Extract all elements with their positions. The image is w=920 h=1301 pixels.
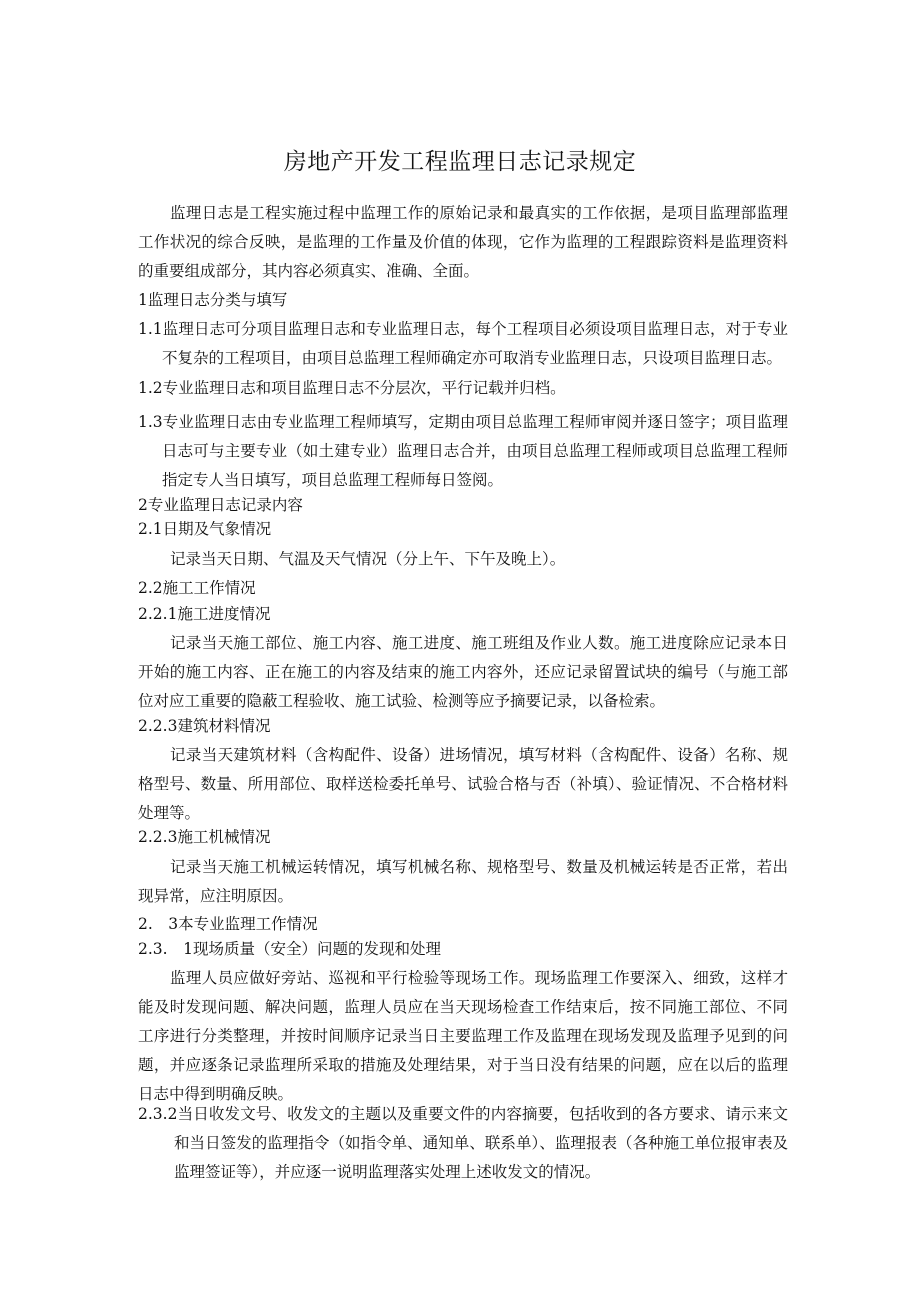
section-2-3-2-text: 2.3.2当日收发文号、收发文的主题以及重要文件的内容摘要，包括收到的各方要求、请示来文和当日签发的监理指令（如指令单、通知单、联系单）、监理报表（各种施工单位报审表及监理签证等），并应逐一说明监理落实处理上述收发文的情况。 (138, 1105, 788, 1181)
section-2-2-heading: 2.2施工工作情况 (138, 579, 256, 597)
section-2-1-heading: 2.1日期及气象情况 (138, 520, 272, 538)
section-2-heading: 2专业监理日志记录内容 (138, 496, 303, 514)
section-2-2-3-machinery-text: 记录当天施工机械运转情况，填写机械名称、规格型号、数量及机械运转是否正常，若出现异常，应注明原因。 (138, 858, 788, 905)
section-2-2-3-materials-heading: 2.2.3建筑材料情况 (138, 717, 271, 735)
section-1-heading: 1监理日志分类与填写 (138, 291, 288, 309)
item-1-3: 1.3专业监理日志由专业监理工程师填写，定期由项目总监理工程师审阅并逐日签字；项目监理日志可与主要专业（如土建专业）监理日志合并，由项目总监理工程师或项目总监理工程师指定专人当日填写，项目总监理工程师每日签阅。 (138, 413, 788, 489)
intro-paragraph: 监理日志是工程实施过程中监理工作的原始记录和最真实的工作依据，是项目监理部监理工作状况的综合反映，是监理的工作量及价值的体现，它作为监理的工程跟踪资料是监理资料的重要组成部分，其内容必须真实、准确、全面。 (138, 204, 788, 280)
item-1-1: 1.1监理日志可分项目监理日志和专业监理日志，每个工程项目必须设项目监理日志，对于专业不复杂的工程项目，由项目总监理工程师确定亦可取消专业监理日志，只设项目监理日志。 (138, 320, 788, 367)
section-2-2-3-machinery-heading: 2.2.3施工机械情况 (138, 828, 271, 846)
section-2-1-text: 记录当天日期、气温及天气情况（分上午、下午及晚上）。 (170, 550, 566, 568)
section-2-3-1-text: 监理人员应做好旁站、巡视和平行检验等现场工作。现场监理工作要深入、细致，这样才能及时发现问题、解决问题，监理人员应在当天现场检查工作结束后，按不同施工部位、不同工序进行分类整理，并按时间顺序记录当日主要监理工作及监理在现场发现及监理予见到的问题，并应逐条记录监理所采取的措施及处理结果，对于当日没有结果的问题，应在以后的监理日志中得到明确反映。 (138, 969, 788, 1103)
item-1-2: 1.2专业监理日志和项目监理日志不分层次，平行记载并归档。 (138, 379, 566, 397)
document-title: 房地产开发工程监理日志记录规定 (283, 149, 637, 175)
section-2-3-heading: 2. 3本专业监理工作情况 (138, 915, 318, 933)
section-2-2-3-materials-text: 记录当天建筑材料（含构配件、设备）进场情况，填写材料（含构配件、设备）名称、规格型号、数量、所用部位、取样送检委托单号、试验合格与否（补填）、验证情况、不合格材料处理等。 (138, 746, 788, 822)
section-2-2-1-heading: 2.2.1施工进度情况 (138, 605, 271, 623)
section-2-3-1-heading: 2.3. 1现场质量（安全）问题的发现和处理 (138, 940, 441, 958)
section-2-2-1-text: 记录当天施工部位、施工内容、施工进度、施工班组及作业人数。施工进度除应记录本日开始的施工内容、正在施工的内容及结束的施工内容外，还应记录留置试块的编号（与施工部位对应工重要的隐蔽工程验收、施工试验、检测等应予摘要记录，以备检索。 (138, 634, 788, 710)
